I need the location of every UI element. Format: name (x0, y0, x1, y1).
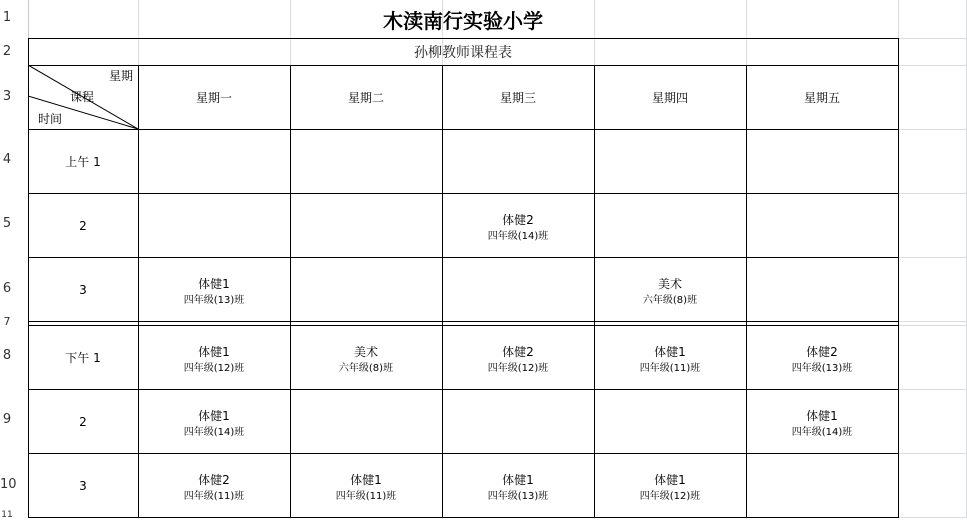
row-number[interactable]: 4 (2, 152, 12, 167)
day-header: 星期五 (803, 91, 840, 105)
class-name: 四年级(12)班 (639, 490, 701, 502)
class-name: 四年级(13)班 (791, 362, 853, 374)
schedule-cell[interactable] (746, 194, 898, 259)
row-number[interactable]: 1 (2, 10, 12, 25)
schedule-cell[interactable] (442, 326, 594, 391)
schedule-cell[interactable] (594, 194, 746, 259)
schedule-cell[interactable] (746, 326, 898, 391)
class-name: 四年级(12)班 (183, 362, 245, 374)
subject-name: 体健1 (654, 344, 686, 359)
schedule-cell[interactable] (746, 454, 898, 519)
subject-name: 体健1 (502, 472, 534, 487)
class-name: 四年级(13)班 (487, 490, 549, 502)
subject-name: 体健2 (806, 344, 838, 359)
subject-name: 美术 (353, 344, 378, 359)
row-number[interactable]: 8 (2, 348, 12, 363)
schedule-cell[interactable] (746, 390, 898, 455)
row-number[interactable]: 11 (1, 510, 13, 520)
diagonal-header-cell (28, 65, 138, 129)
class-name: 四年级(14)班 (791, 426, 853, 438)
schedule-cell[interactable] (290, 326, 442, 391)
schedule-cell[interactable] (746, 130, 898, 195)
schedule-cell[interactable] (138, 130, 290, 195)
subject-name: 美术 (657, 276, 682, 291)
class-name: 四年级(12)班 (487, 362, 549, 374)
schedule-cell[interactable] (138, 326, 290, 391)
schedule-cell[interactable] (442, 130, 594, 195)
schedule-cell[interactable] (442, 454, 594, 519)
period-label: 2 (79, 414, 87, 429)
class-name: 四年级(14)班 (487, 230, 549, 242)
school-title: 木渎南行实验小学 (383, 8, 543, 33)
class-name: 四年级(13)班 (183, 294, 245, 306)
header-course-label: 课程 (70, 90, 95, 104)
row-number[interactable]: 5 (2, 216, 12, 231)
day-header: 星期二 (347, 91, 384, 105)
schedule-cell[interactable] (138, 194, 290, 259)
row-number[interactable]: 10 (0, 477, 17, 492)
subject-name: 体健1 (198, 276, 230, 291)
subject-name: 体健1 (198, 408, 230, 423)
class-name: 六年级(8)班 (338, 362, 394, 374)
period-label: 3 (79, 478, 87, 493)
subject-name: 体健1 (654, 472, 686, 487)
row-number[interactable]: 6 (2, 281, 12, 296)
period-label: 3 (79, 282, 87, 297)
schedule-cell[interactable] (442, 194, 594, 259)
period-label: 上午 1 (65, 155, 101, 169)
schedule-cell[interactable] (442, 258, 594, 323)
class-name: 四年级(11)班 (335, 490, 397, 502)
schedule-cell[interactable] (290, 194, 442, 259)
row-number[interactable]: 7 (3, 315, 11, 328)
schedule-cell[interactable] (138, 454, 290, 519)
row-number[interactable]: 3 (2, 89, 12, 104)
schedule-cell[interactable] (442, 390, 594, 455)
schedule-cell[interactable] (594, 390, 746, 455)
schedule-cell[interactable] (138, 258, 290, 323)
header-time-label: 时间 (38, 112, 63, 126)
row-header-column (0, 0, 29, 518)
subject-name: 体健2 (502, 212, 534, 227)
schedule-cell[interactable] (594, 454, 746, 519)
day-header: 星期三 (499, 91, 536, 105)
subject-name: 体健1 (198, 344, 230, 359)
schedule-cell[interactable] (746, 258, 898, 323)
schedule-cell[interactable] (290, 130, 442, 195)
schedule-cell[interactable] (290, 258, 442, 323)
class-name: 四年级(11)班 (183, 490, 245, 502)
schedule-title: 孙柳教师课程表 (414, 45, 512, 61)
schedule-cell[interactable] (290, 454, 442, 519)
row-number[interactable]: 2 (2, 44, 12, 59)
header-weekday-label: 星期 (109, 69, 134, 83)
row-number[interactable]: 9 (2, 412, 12, 427)
table-border-line (898, 38, 899, 518)
class-name: 四年级(11)班 (639, 362, 701, 374)
schedule-cell[interactable] (290, 390, 442, 455)
schedule-cell[interactable] (594, 258, 746, 323)
period-label: 2 (79, 218, 87, 233)
subject-name: 体健2 (502, 344, 534, 359)
period-label: 下午 1 (65, 351, 101, 365)
subject-name: 体健2 (198, 472, 230, 487)
day-header: 星期四 (651, 91, 688, 105)
class-name: 六年级(8)班 (642, 294, 698, 306)
schedule-cell[interactable] (594, 130, 746, 195)
class-name: 四年级(14)班 (183, 426, 245, 438)
schedule-cell[interactable] (138, 390, 290, 455)
day-header: 星期一 (195, 91, 232, 105)
subject-name: 体健1 (350, 472, 382, 487)
subject-name: 体健1 (806, 408, 838, 423)
schedule-cell[interactable] (594, 326, 746, 391)
